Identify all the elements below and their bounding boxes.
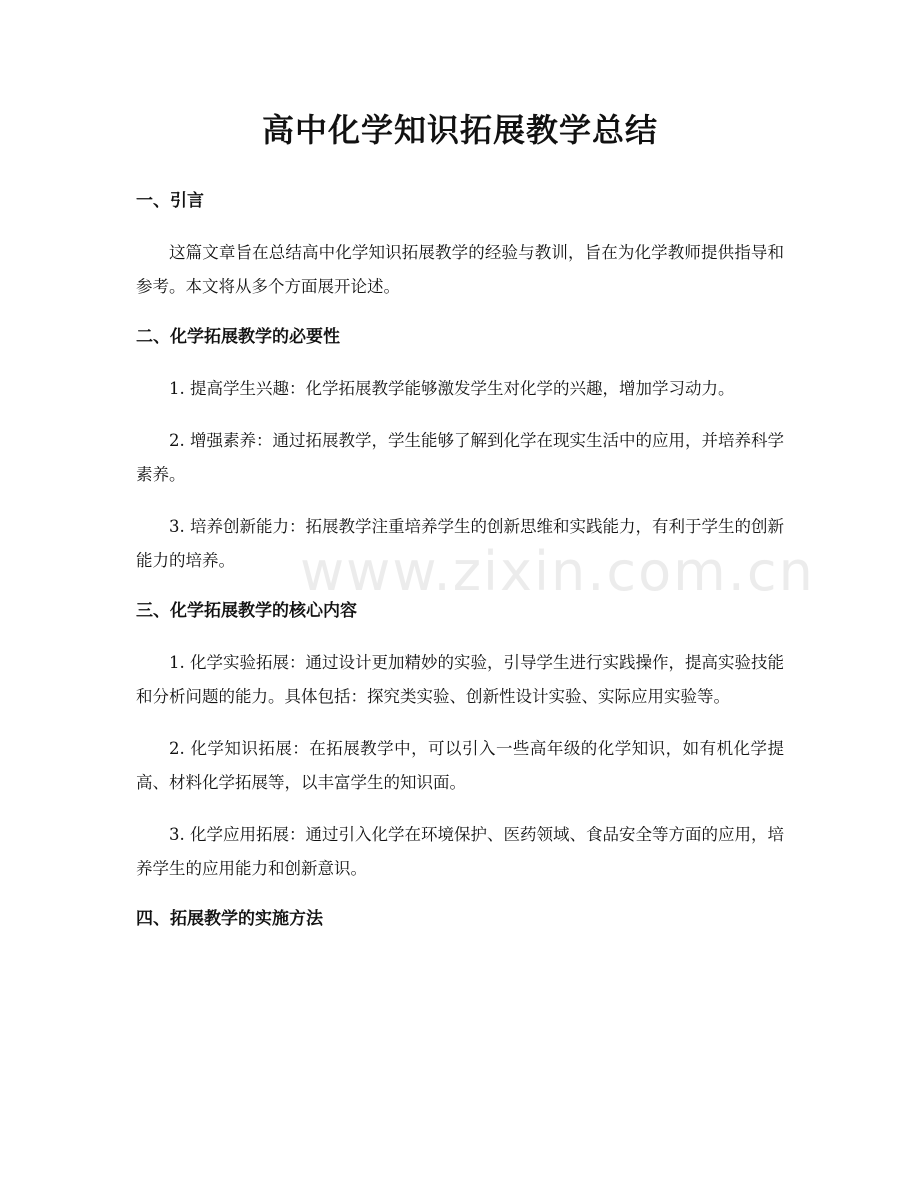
section-heading-necessity: 二、化学拓展教学的必要性	[136, 327, 340, 347]
paragraph: 这篇文章旨在总结高中化学知识拓展教学的经验与教训，旨在为化学教师提供指导和参考。本文将从多个方面展开论述。	[136, 243, 784, 296]
paragraph: 1. 化学实验拓展：通过设计更加精妙的实验，引导学生进行实践操作，提高实验技能和分析问题的能力。具体包括：探究类实验、创新性设计实验、实际应用实验等。	[136, 653, 784, 706]
section-heading-core-content: 三、化学拓展教学的核心内容	[136, 601, 357, 621]
paragraph: 2. 增强素养：通过拓展教学，学生能够了解到化学在现实生活中的应用，并培养科学素养。	[136, 431, 784, 484]
paragraph: 3. 化学应用拓展：通过引入化学在环境保护、医药领域、食品安全等方面的应用，培养学生的应用能力和创新意识。	[136, 825, 784, 878]
document-title: 高中化学知识拓展教学总结	[261, 111, 658, 149]
watermark-text: www.zixin.com.cn	[300, 540, 815, 603]
section-heading-methods: 四、拓展教学的实施方法	[136, 909, 323, 929]
section-heading-intro: 一、引言	[136, 191, 204, 211]
document-body	[136, 186, 784, 954]
paragraph: 3. 培养创新能力：拓展教学注重培养学生的创新思维和实践能力，有利于学生的创新能力的培养。	[136, 517, 784, 570]
paragraph: 2. 化学知识拓展：在拓展教学中，可以引入一些高年级的化学知识，如有机化学提高、材料化学拓展等，以丰富学生的知识面。	[136, 739, 784, 792]
paragraph: 1. 提高学生兴趣：化学拓展教学能够激发学生对化学的兴趣，增加学习动力。	[169, 379, 735, 398]
